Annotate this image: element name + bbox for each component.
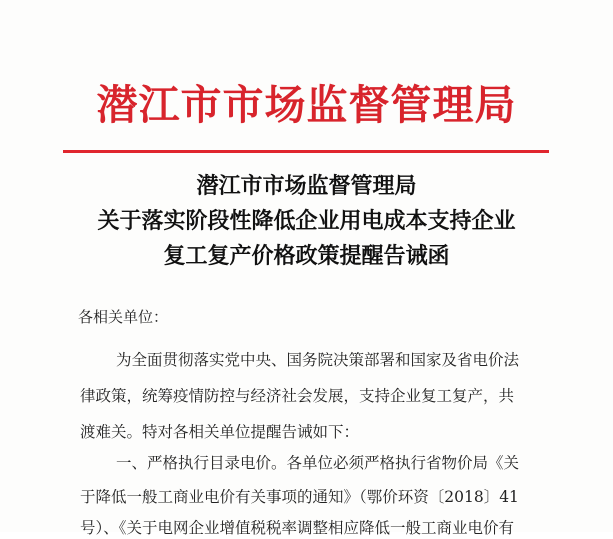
letterhead-organization: 潜江市市场监督管理局 [96, 81, 517, 129]
document-title-line-3: 复工复产价格政策提醒告诫函 [163, 243, 450, 269]
document-title-line-2: 关于落实阶段性降低企业用电成本支持企业 [97, 208, 516, 234]
body-paragraph-line: 号）、《关于电网企业增值税税率调整相应降低一般工商业电价有 [80, 519, 515, 537]
body-paragraph-line: 于降低一般工商业电价有关事项的通知》（鄂价环资〔2018〕41 [80, 488, 519, 506]
body-paragraph-line: 渡难关。特对各相关单位提醒告诫如下： [80, 423, 360, 441]
body-paragraph-line: 为全面贯彻落实党中央、国务院决策部署和国家及省电价法 [116, 351, 520, 369]
salutation: 各相关单位： [78, 308, 169, 326]
document-title-line-1: 潜江市市场监督管理局 [196, 173, 417, 199]
body-paragraph-line: 一、严格执行目录电价。各单位必须严格执行省物价局《关 [116, 454, 520, 472]
body-paragraph-line: 律政策，统筹疫情防控与经济社会发展，支持企业复工复产，共 [80, 387, 515, 405]
letterhead-red-rule [63, 150, 549, 153]
